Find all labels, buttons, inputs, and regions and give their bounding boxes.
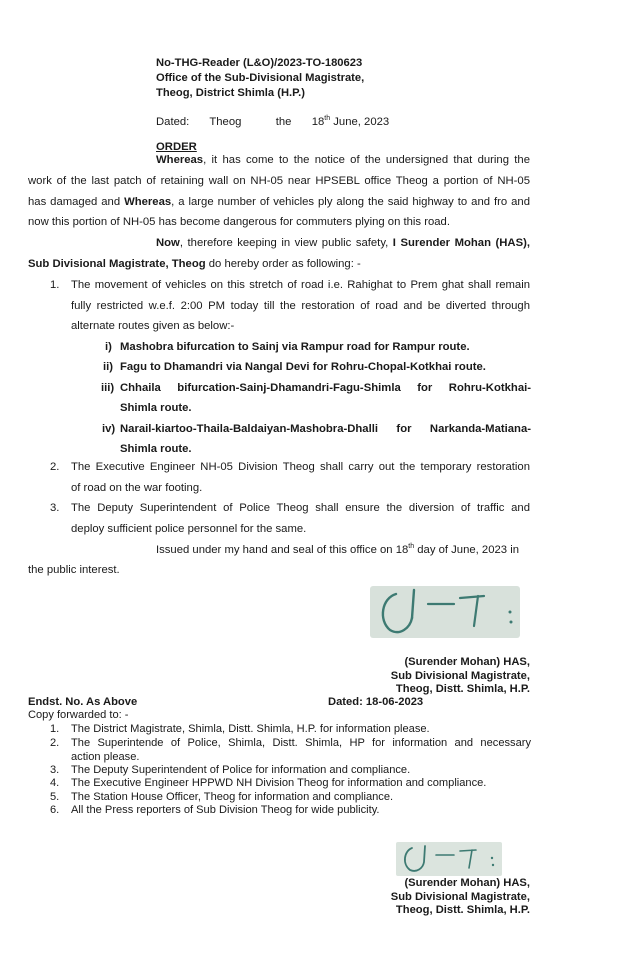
order-2-line-2: of road on the war footing.	[71, 482, 203, 494]
route-3-cont: Shimla route.	[120, 402, 192, 414]
dated-day: 18	[311, 115, 325, 128]
whereas-word-1: Whereas	[156, 154, 204, 166]
copy-5: The Station House Officer, Theog for information and compliance.	[71, 791, 394, 803]
route-4: Narail-kiartoo-Thaila-Baldaiyan-Mashobra-Dhalli for Narkanda-Matiana-	[120, 423, 531, 435]
signature-2-title: Sub Divisional Magistrate,	[390, 890, 530, 903]
dated-month-year: June, 2023	[333, 115, 390, 128]
dated-label: Dated:	[156, 115, 190, 128]
signature-1	[370, 584, 526, 640]
whereas-line-3	[28, 196, 530, 208]
copy-2-cont: action please.	[71, 751, 140, 763]
now-line-1	[156, 237, 530, 249]
copy-num-2: 2.	[50, 737, 60, 749]
issued-line-1	[156, 543, 519, 556]
issued-text-a: Issued under my hand and seal of this office on 18	[156, 543, 409, 556]
signature-2-block	[330, 877, 530, 918]
whereas-line-3-a: has damaged and	[28, 196, 125, 208]
issued-sup: th	[408, 543, 415, 550]
order-title: ORDER	[156, 141, 197, 153]
whereas-line-2: work of the last patch of retaining wall on NH-05 near HPSEBL office Theog a portion of NH-05	[28, 175, 530, 187]
dated-place: Theog	[209, 115, 242, 128]
whereas-word-2: Whereas	[124, 196, 172, 208]
order-1-line-2: fully restricted w.e.f. 2:00 PM today till the restoration of road and be diverted through	[71, 300, 530, 312]
route-num-1: i)	[105, 341, 112, 353]
copy-4: The Executive Engineer HPPWD NH Division Theog for information and compliance.	[71, 777, 487, 789]
copy-num-5: 5.	[50, 791, 60, 803]
order-1-line-3: alternate routes given as below:-	[71, 320, 235, 332]
signature-1-title: Sub Divisional Magistrate,	[390, 669, 530, 682]
copy-1: The District Magistrate, Shimla, Distt. Shimla, H.P. for information please.	[71, 723, 430, 735]
whereas-line-4: now this portion of NH-05 has become dangerous for commuters plying on this road.	[28, 216, 450, 228]
copy-2: The Superintende of Police, Shimla, Distt. Shimla, HP for information and necessary	[71, 737, 531, 749]
copy-6: All the Press reporters of Sub Division Theog for wide publicity.	[71, 804, 380, 816]
whereas-line-3-b: , a large number of vehicles ply along the said highway to and fro and	[171, 196, 530, 208]
issued-line-2: the public interest.	[28, 564, 120, 576]
order-num-1: 1.	[50, 279, 60, 291]
signature-1-block	[330, 656, 530, 697]
copy-3: The Deputy Superintendent of Police for information and compliance.	[71, 764, 411, 776]
whereas-line-1	[156, 154, 530, 166]
route-2: Fagu to Dhamandri via Nangal Devi for Rohru-Chopal-Kotkhai route.	[120, 361, 486, 373]
route-num-3: iii)	[101, 382, 115, 394]
route-1: Mashobra bifurcation to Sainj via Rampur road for Rampur route.	[120, 341, 470, 353]
copy-num-1: 1.	[50, 723, 60, 735]
route-num-4: iv)	[102, 423, 116, 435]
signature-2-place: Theog, Distt. Shimla, H.P.	[395, 904, 530, 916]
copy-num-4: 4.	[50, 777, 60, 789]
office-location: Theog, District Shimla (H.P.)	[156, 87, 305, 99]
reference-number: No-THG-Reader (L&O)/2023-TO-180623	[156, 57, 363, 69]
dated-day-suffix: th	[324, 115, 331, 122]
office-name: Office of the Sub-Divisional Magistrate,	[156, 72, 365, 84]
order-1-line-1: The movement of vehicles on this stretch of road i.e. Rahighat to Prem ghat shall remain	[71, 279, 530, 291]
dated-the: the	[275, 115, 292, 128]
route-num-2: ii)	[103, 361, 114, 373]
order-num-2: 2.	[50, 461, 60, 473]
copy-label: Copy forwarded to: -	[28, 709, 129, 721]
order-3-line-1: The Deputy Superintendent of Police Theog shall ensure the diversion of traffic and	[71, 502, 530, 514]
now-line-2-rest: do hereby order as following: -	[205, 258, 361, 270]
now-line-2	[28, 258, 361, 270]
copy-num-6: 6.	[50, 804, 60, 816]
signature-1-name: (Surender Mohan) HAS,	[404, 656, 530, 668]
route-4-cont: Shimla route.	[120, 443, 192, 455]
now-text: , therefore keeping in view public safety,	[179, 237, 393, 249]
order-3-line-2: deploy sufficient police personnel for the same.	[71, 523, 307, 535]
copy-num-3: 3.	[50, 764, 60, 776]
signature-2-name: (Surender Mohan) HAS,	[404, 877, 530, 889]
order-num-3: 3.	[50, 502, 60, 514]
now-designation: Sub Divisional Magistrate, Theog	[28, 258, 206, 270]
issued-text-b: day of June, 2023 in	[414, 543, 519, 556]
now-name: I Surender Mohan (HAS),	[392, 237, 531, 249]
signature-2	[396, 842, 506, 876]
endst-label: Endst. No. As Above	[28, 696, 138, 708]
dated-line	[156, 115, 389, 128]
order-2-line-1: The Executive Engineer NH-05 Division Theog shall carry out the temporary restoration	[71, 461, 530, 473]
endst-dated: Dated: 18-06-2023	[328, 696, 424, 708]
signature-1-place: Theog, Distt. Shimla, H.P.	[395, 683, 530, 695]
whereas-text-1: , it has come to the notice of the undersigned that during the	[203, 154, 530, 166]
now-word: Now	[156, 237, 180, 249]
route-3: Chhaila bifurcation-Sainj-Dhamandri-Fagu-Shimla for Rohru-Kotkhai-	[120, 382, 531, 394]
